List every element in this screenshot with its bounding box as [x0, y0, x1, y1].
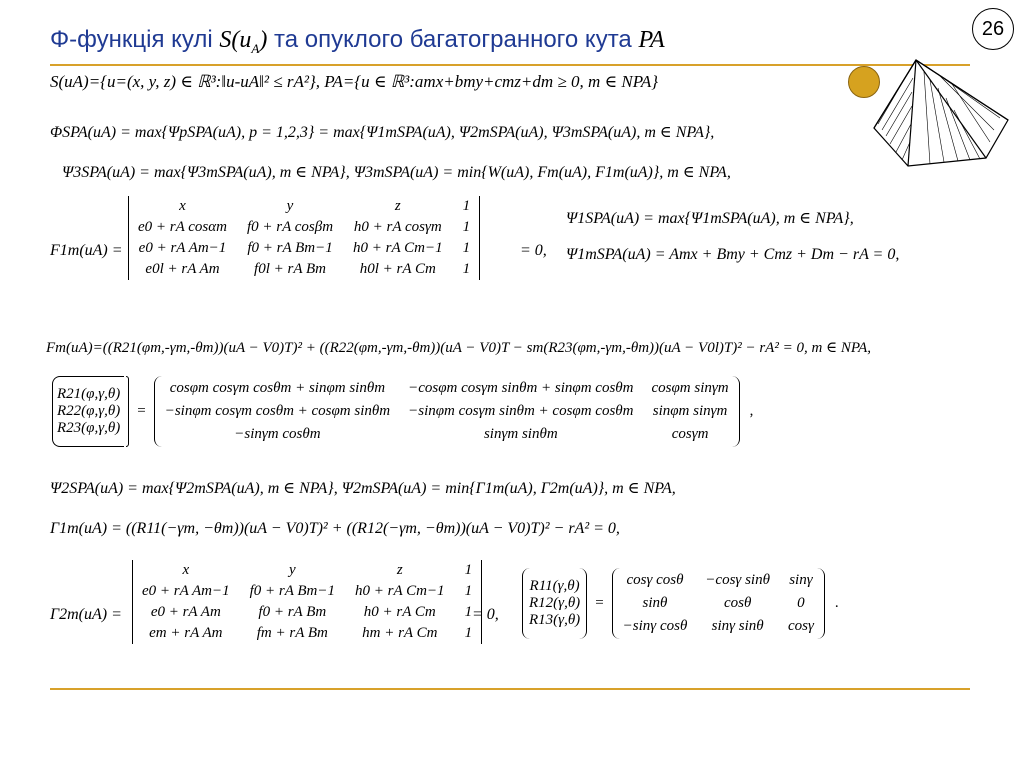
f1m-row: e0 + rA Am−1 f0 + rA Bm−1 h0 + rA Cm−1 1: [138, 240, 471, 256]
f1m-label: F1m(uA) =: [50, 242, 123, 259]
g2m-row: em + rA Am fm + rA Bm hm + rA Cm 1: [149, 625, 473, 641]
title-math: $S(u_A)$: [219, 27, 268, 56]
f1m-determinant: [128, 196, 480, 280]
r2-matrix-equation: R21(φ,γ,θ) R22(φ,γ,θ) R23(φ,γ,θ) = cosφm cosγm cosθm + sinφm sinθm −cosφm cosγm sinθm + sinφm cosθm cosφm sinγm −sinφm cosγm cosθm + cosφm sinθm −sinφm cosγm sinθm + cosφm cosθm sinφm sinγm −sinγm cosθm sinγm sinθm cosγm ,: [50, 374, 763, 449]
slide-title: [50, 26, 665, 57]
formula-psi1-def: Ψ1SPA(uA) = max{Ψ1mSPA(uA), m ∈ NPA},: [566, 210, 854, 227]
g2m-tail: = 0,: [472, 606, 499, 623]
f1m-row: e0l + rA Am f0l + rA Bm h0l + rA Cm 1: [145, 261, 471, 277]
f1m-tail: = 0,: [520, 242, 547, 259]
g2m-label: Γ2m(uA) =: [50, 606, 122, 623]
formula-sphere-cone-def: S(uA)={u=(x, y, z) ∈ ℝ³:‖u-uA‖² ≤ rA²}, PA={u ∈ ℝ³:amx+bmy+cmz+dm ≥ 0, m ∈ NPA}: [50, 72, 659, 91]
formula-psi1m-def: Ψ1mSPA(uA) = Amx + Bmy + Cmz + Dm − rA = 0,: [566, 246, 900, 263]
title-prefix: Φ-функція кулі: [50, 26, 213, 53]
page-number: 26: [972, 8, 1014, 50]
formula-psi2-def: Ψ2SPA(uA) = max{Ψ2mSPA(uA), m ∈ NPA}, Ψ2mSPA(uA) = min{Γ1m(uA), Γ2m(uA)}, m ∈ NPA,: [50, 480, 676, 497]
formula-gamma1m-def: Γ1m(uA) = ((R11(−γm, −θm))(uA − V0)T)² + ((R12(−γm, −θm))(uA − V0)T)² − rA² = 0,: [50, 520, 620, 537]
g2m-row: e0 + rA Am f0 + rA Bm h0 + rA Cm 1: [150, 604, 473, 620]
title-rule: [50, 64, 970, 66]
pyramid-illustration: [868, 58, 1018, 178]
g2m-row: e0 + rA Am−1 f0 + rA Bm−1 h0 + rA Cm−1 1: [142, 583, 473, 599]
r1-matrix-equation: R11(γ,θ) R12(γ,θ) R13(γ,θ) = cosγ cosθ −cosγ sinθ sinγ sinθ cosθ 0 −sinγ cosθ sinγ sinθ cosγ .: [520, 566, 849, 641]
formula-fm-def: Fm(uA)=((R21(φm,-γm,-θm))(uA − V0)T)² + ((R22(φm,-γm,-θm))(uA − V0)T − sm(R23(φm,-γm,-θm))(uA − V0l)T)² − rA² = 0, m ∈ NPA,: [46, 340, 872, 356]
title-middle: та опуклого багатогранного кута: [274, 26, 632, 53]
g2m-row: x y z 1: [182, 562, 473, 578]
formula-psi3-def: Ψ3SPA(uA) = max{Ψ3mSPA(uA), m ∈ NPA}, Ψ3mSPA(uA) = min{W(uA), Fm(uA), F1m(uA)}, m ∈ NPA,: [62, 164, 731, 181]
g2m-determinant: [132, 560, 482, 644]
footer-rule: [50, 688, 970, 690]
f1m-row: x y z 1: [179, 198, 471, 214]
f1m-row: e0 + rA cosαm f0 + rA cosβm h0 + rA cosγm 1: [138, 219, 471, 235]
title-pa: PA: [638, 27, 665, 53]
formula-phi-def: ΦSPA(uA) = max{ΨpSPA(uA), p = 1,2,3} = max{Ψ1mSPA(uA), Ψ2mSPA(uA), Ψ3mSPA(uA), m ∈ NPA},: [50, 124, 715, 141]
